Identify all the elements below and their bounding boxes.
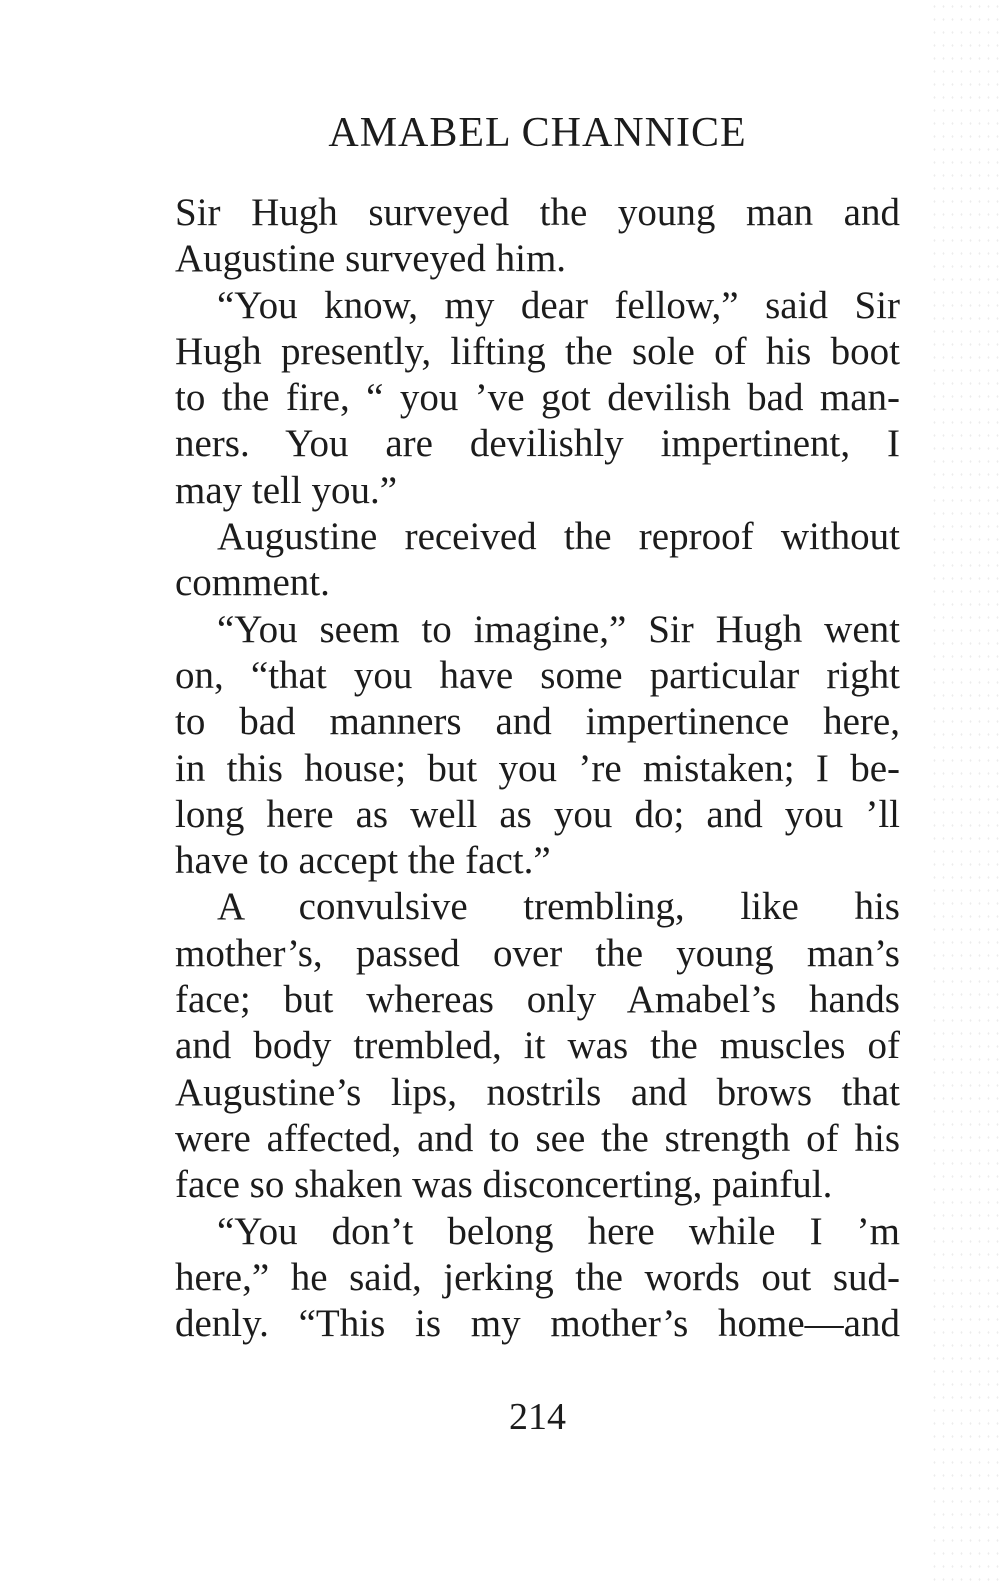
text-line: A convulsive trembling, like his [217,885,900,929]
text-line: to the fire, “ you ’ve got devilish bad man- [175,376,900,420]
text-line: ners. You are devilishly impertinent, I [175,422,900,466]
text-line: “You don’t belong here while I ’m [217,1209,900,1253]
text-line: comment. [175,561,330,605]
text-line: face so shaken was disconcerting, painful. [175,1163,833,1207]
text-line: on, “that you have some particular right [175,653,900,697]
text-line: and body trembled, it was the muscles of [175,1024,900,1068]
text-line: in this house; but you ’re mistaken; I be- [175,746,900,790]
text-line: Hugh presently, lifting the sole of his boot [175,329,900,373]
text-line: “You know, my dear fellow,” said Sir [217,283,900,327]
text-line: denly. “This is my mother’s home—and [175,1302,900,1346]
text-line: long here as well as you do; and you ’ll [175,792,900,836]
text-line: were affected, and to see the strength of his [175,1116,900,1160]
text-line: may tell you.” [175,468,398,512]
text-line: have to accept the fact.” [175,839,551,883]
text-line: “You seem to imagine,” Sir Hugh went [217,607,900,651]
text-line: Augustine surveyed him. [175,237,567,281]
paper-speckle [930,0,1000,1586]
page-number: 214 [509,1396,566,1438]
text-line: to bad manners and impertinence here, [175,700,900,744]
text-line: Augustine’s lips, nostrils and brows that [175,1070,900,1114]
text-line: face; but whereas only Amabel’s hands [175,978,900,1022]
text-line: here,” he said, jerking the words out sud- [175,1255,900,1299]
running-head: AMABEL CHANNICE [328,110,747,156]
text-line: Augustine received the reproof without [217,515,900,559]
text-line: Sir Hugh surveyed the young man and [175,191,900,234]
text-line: mother’s, passed over the young man’s [175,931,900,975]
body-text [175,190,900,1347]
